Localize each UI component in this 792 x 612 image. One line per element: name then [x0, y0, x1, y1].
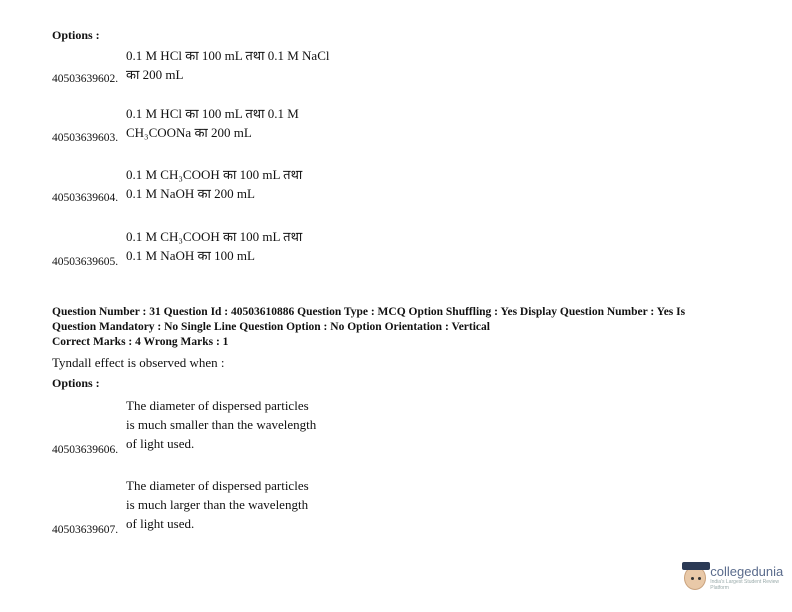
option-line: का 200 mL [126, 67, 184, 82]
options-label: Options : [52, 28, 100, 42]
question-marks: Correct Marks : 4 Wrong Marks : 1 [52, 336, 229, 348]
option-line: is much larger than the wavelength [126, 497, 309, 512]
option-text [126, 46, 341, 84]
option-line: is much smaller than the wavelength [126, 417, 317, 432]
question-meta [52, 305, 772, 350]
option-line: The diameter of dispersed particles [126, 478, 309, 493]
mascot-icon [684, 566, 706, 590]
option-text [126, 227, 341, 265]
option-line: 0.1 M HCl का 100 mL तथा 0.1 M [126, 106, 299, 121]
option-line: CH₃COONa का 200 mL [126, 125, 252, 140]
option-line: 0.1 M HCl का 100 mL तथा 0.1 M NaCl [126, 48, 330, 63]
option-id: 40503639602. [52, 73, 119, 85]
option-id: 40503639606. [52, 444, 119, 456]
question-meta-line: Question Number : 31 Question Id : 40503610886 Question Type : MCQ Option Shuffling : Yes Display Question Number : Yes Is [52, 306, 686, 318]
option-id: 40503639607. [52, 524, 119, 536]
option-id: 40503639605. [52, 256, 119, 268]
question-text: Tyndall effect is observed when : [52, 355, 225, 370]
option-text [126, 165, 341, 203]
option-text [126, 476, 341, 533]
option-line: 0.1 M CH₃COOH का 100 mL तथा [126, 167, 303, 182]
watermark-brand: collegedunia [710, 564, 784, 579]
option-text [126, 396, 341, 453]
option-text [126, 104, 341, 142]
option-line: 0.1 M NaOH का 200 mL [126, 186, 255, 201]
option-line: 0.1 M NaOH का 100 mL [126, 248, 255, 263]
option-line: The diameter of dispersed particles [126, 398, 309, 413]
option-id: 40503639604. [52, 192, 119, 204]
watermark-logo [684, 564, 792, 591]
watermark-tagline: India's Largest Student Review Platform [710, 579, 780, 591]
option-line: 0.1 M CH₃COOH का 100 mL तथा [126, 229, 303, 244]
question-meta-line: Question Mandatory : No Single Line Question Option : No Option Orientation : Vertical [52, 321, 490, 333]
option-line: of light used. [126, 436, 195, 451]
options-label: Options : [52, 376, 100, 390]
option-id: 40503639603. [52, 132, 119, 144]
option-line: of light used. [126, 516, 195, 531]
